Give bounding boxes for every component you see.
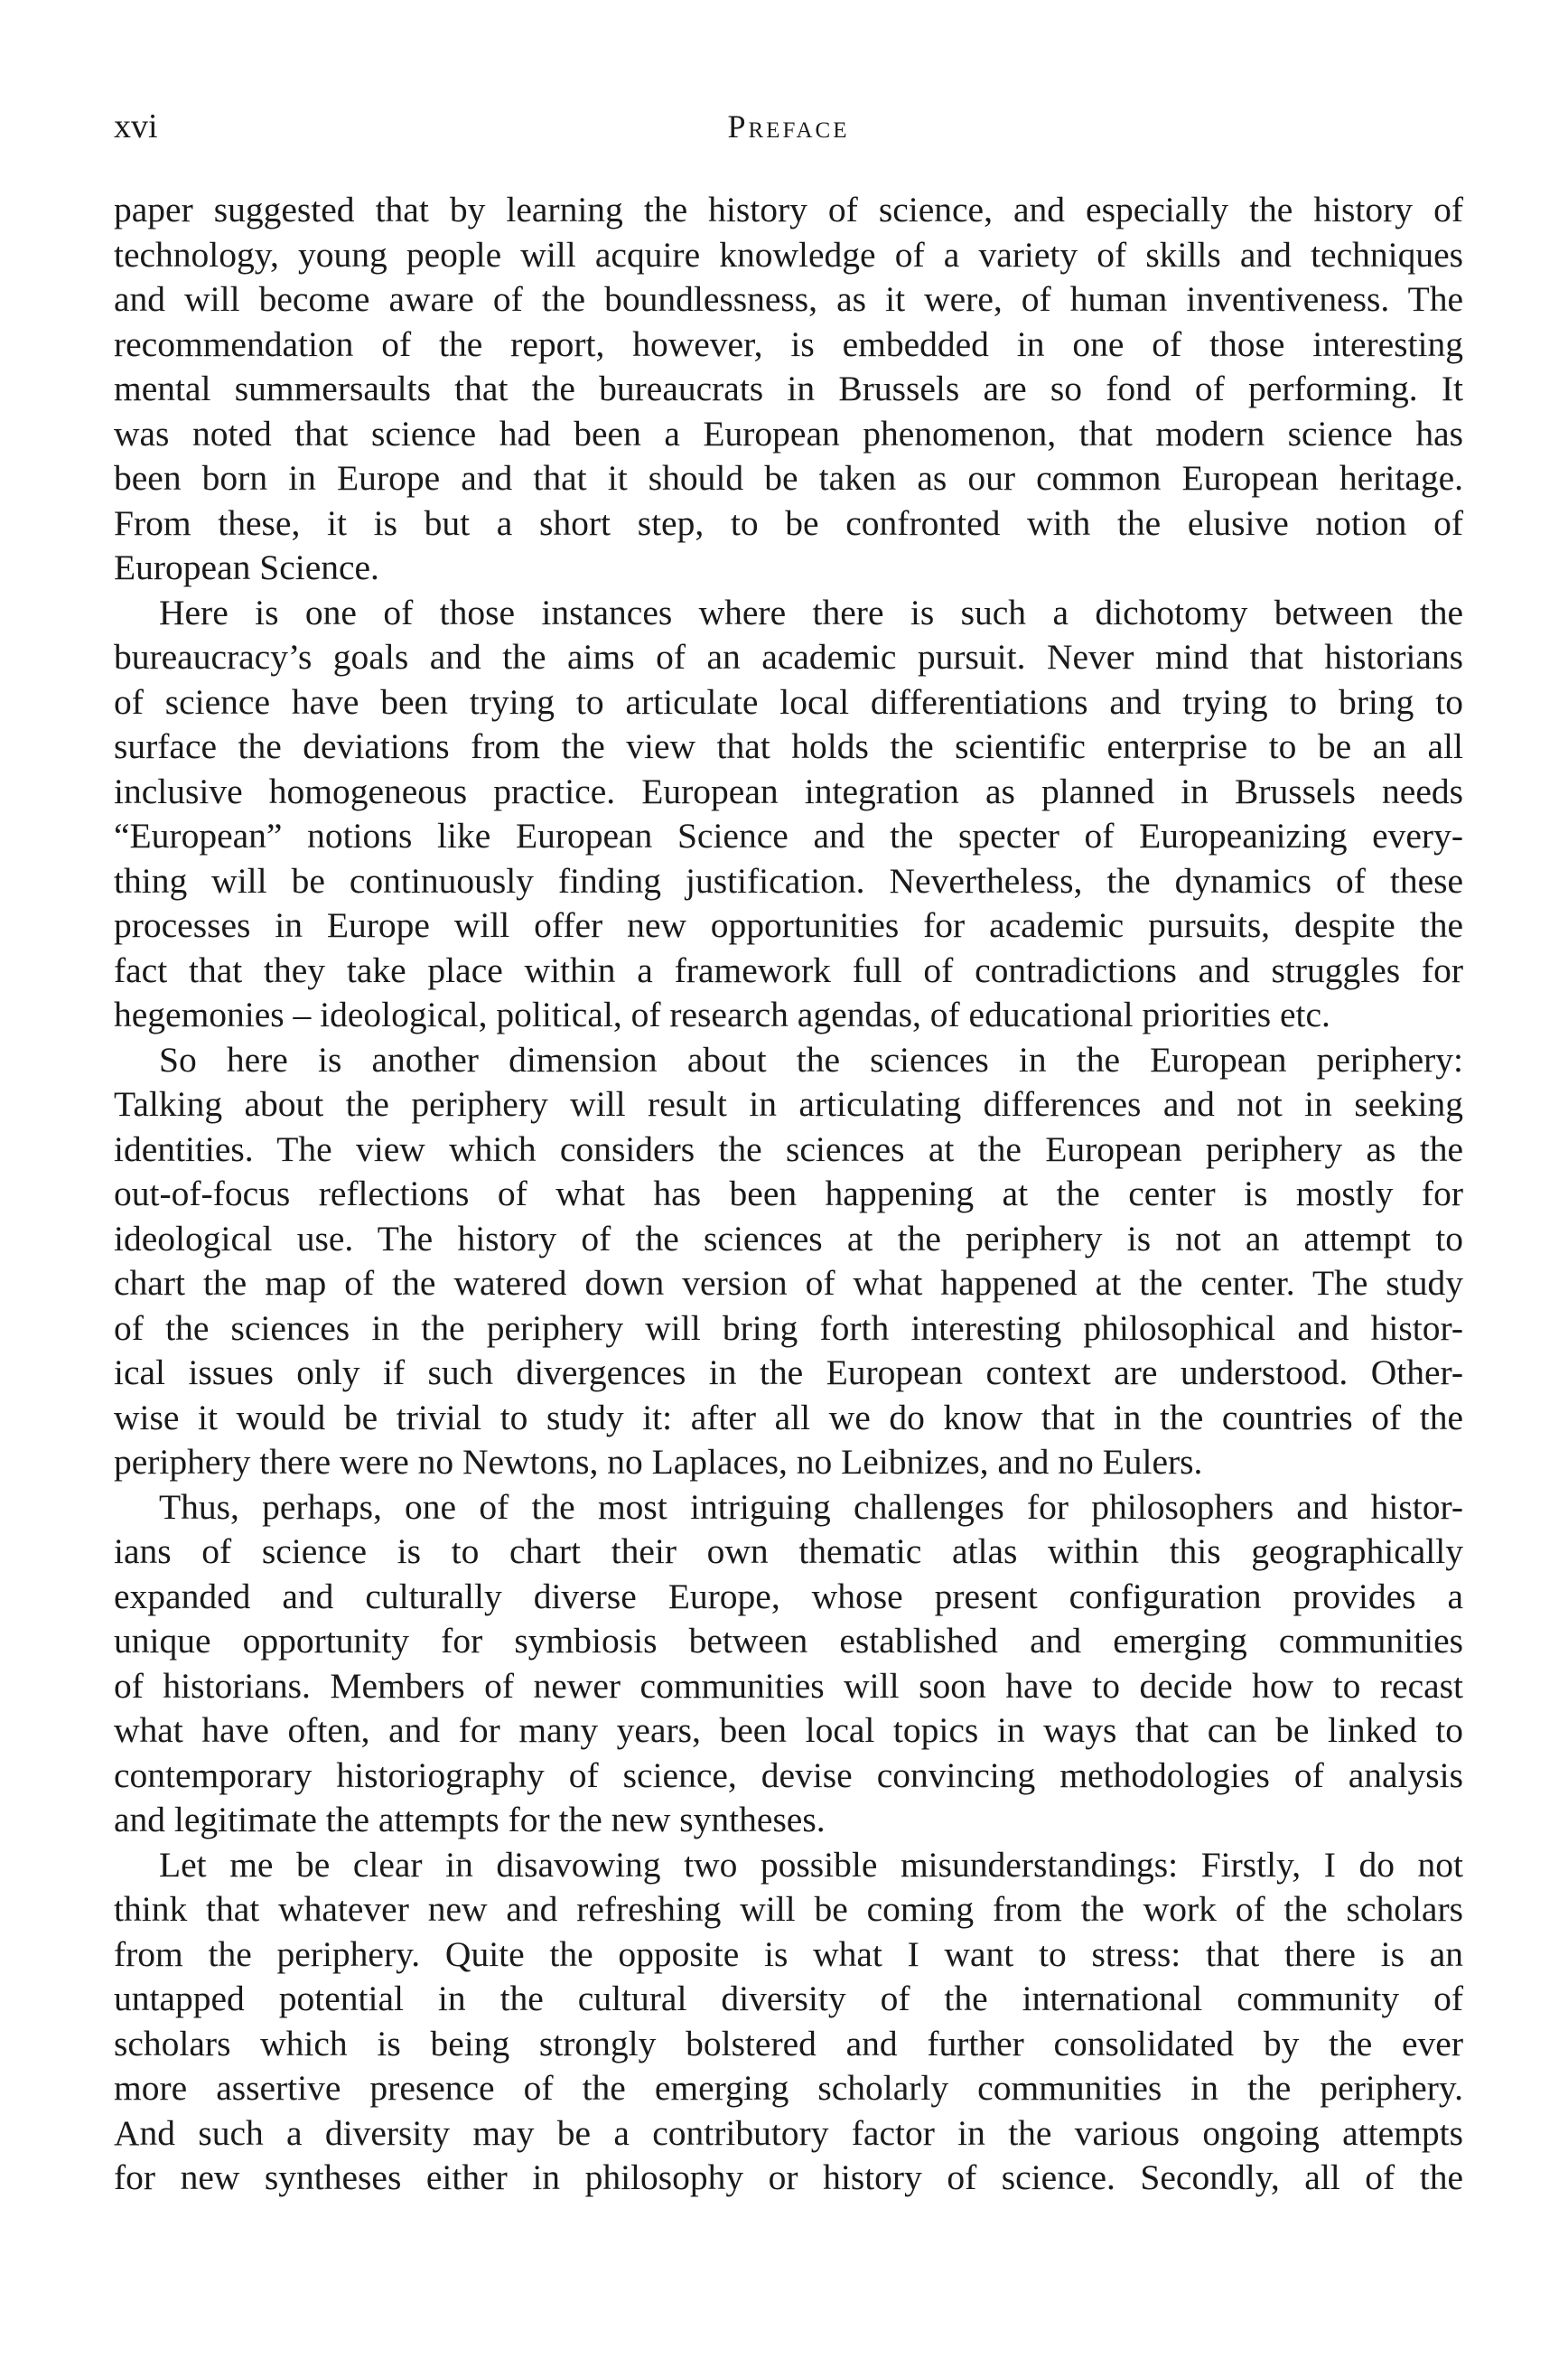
text-line: periphery there were no Newtons, no Laplaces, no Leibnizes, and no Eulers. [114, 1442, 1203, 1482]
text-line: and will become aware of the boundlessness, as it were, of human inventiveness. The [114, 279, 1463, 319]
text-line: Here is one of those instances where there is such a dichotomy between the [159, 592, 1463, 632]
text-line: identities. The view which considers the sciences at the European periphery as the [114, 1128, 1463, 1169]
text-line: think that whatever new and refreshing will be coming from the work of the scholars [114, 1889, 1463, 1929]
text-line: “European” notions like European Science and the specter of Europeanizing every- [114, 816, 1463, 856]
running-head [114, 101, 1463, 152]
text-line: was noted that science had been a European phenomenon, that modern science has [114, 413, 1463, 454]
text-line: Thus, perhaps, one of the most intriguing challenges for philosophers and histor- [159, 1486, 1463, 1527]
text-line: paper suggested that by learning the history of science, and especially the history of [114, 190, 1463, 229]
text-line: ical issues only if such divergences in the European context are understood. Other- [114, 1352, 1463, 1392]
paragraph [114, 591, 1463, 1038]
paragraph [114, 1843, 1463, 2201]
text-line: chart the map of the watered down version of what happened at the center. The study [114, 1263, 1463, 1303]
text-line: contemporary historiography of science, devise convincing methodologies of analysis [114, 1754, 1463, 1795]
text-line: processes in Europe will offer new opportunities for academic pursuits, despite the [114, 905, 1463, 945]
text-line: European Science. [114, 547, 379, 587]
text-line: Let me be clear in disavowing two possible misunderstandings: Firstly, I do not [159, 1844, 1463, 1885]
text-line: out-of-focus reflections of what has been happening at the center is mostly for [114, 1174, 1463, 1213]
text-line: expanded and culturally diverse Europe, whose present configuration provides a [114, 1576, 1463, 1616]
paragraph [114, 188, 1463, 591]
text-line: ideological use. The history of the sciences at the periphery is not an attempt to [114, 1218, 1463, 1259]
paragraph [114, 1485, 1463, 1843]
text-line: surface the deviations from the view that holds the scientific enterprise to be an all [114, 726, 1463, 766]
text-line: of the sciences in the periphery will bring forth interesting philosophical and histor- [114, 1307, 1463, 1348]
text-line: technology, young people will acquire knowledge of a variety of skills and techniques [114, 234, 1463, 275]
text-line: Talking about the periphery will result in articulating differences and not in seeking [114, 1084, 1463, 1124]
text-line: from the periphery. Quite the opposite is what I want to stress: that there is an [114, 1933, 1463, 1974]
text-line: From these, it is but a short step, to be confronted with the elusive notion of [114, 502, 1463, 543]
text-line: thing will be continuously finding justification. Nevertheless, the dynamics of these [114, 860, 1463, 901]
text-line: what have often, and for many years, been local topics in ways that can be linked to [114, 1710, 1463, 1750]
body-text [114, 188, 1463, 2201]
text-line: untapped potential in the cultural diversity of the international community of [114, 1979, 1463, 2018]
text-line: bureaucracy’s goals and the aims of an academic pursuit. Never mind that historians [114, 637, 1463, 677]
text-line: and legitimate the attempts for the new syntheses. [114, 1800, 826, 1839]
text-line: ians of science is to chart their own thematic atlas within this geographically [114, 1531, 1463, 1571]
text-line: unique opportunity for symbiosis between established and emerging communities [114, 1621, 1463, 1661]
text-line: hegemonies – ideological, political, of research agendas, of educational priorities etc. [114, 995, 1330, 1034]
text-line: So here is another dimension about the sciences in the European periphery: [159, 1039, 1463, 1080]
text-line: fact that they take place within a framework full of contradictions and struggles for [114, 950, 1463, 990]
text-line: more assertive presence of the emerging scholarly communities in the periphery. [114, 2068, 1463, 2108]
text-line: mental summersaults that the bureaucrats in Brussels are so fond of performing. It [114, 369, 1463, 408]
page-number: xvi [114, 108, 158, 145]
running-title: Preface [727, 108, 850, 145]
text-line: scholars which is being strongly bolstered and further consolidated by the ever [114, 2023, 1463, 2063]
paragraph [114, 1038, 1463, 1485]
text-line: recommendation of the report, however, is embedded in one of those interesting [114, 323, 1463, 364]
text-line: of science have been trying to articulate local differentiations and trying to bring to [114, 681, 1463, 722]
text-line: And such a diversity may be a contributory factor in the various ongoing attempts [114, 2112, 1463, 2153]
text-line: been born in Europe and that it should be taken as our common European heritage. [114, 458, 1463, 498]
text-line: inclusive homogeneous practice. European integration as planned in Brussels needs [114, 771, 1463, 811]
text-line: wise it would be trivial to study it: after all we do know that in the countries of the [114, 1397, 1463, 1437]
text-line: for new syntheses either in philosophy or history of science. Secondly, all of the [114, 2157, 1463, 2197]
text-line: of historians. Members of newer communities will soon have to decide how to recast [114, 1665, 1463, 1706]
